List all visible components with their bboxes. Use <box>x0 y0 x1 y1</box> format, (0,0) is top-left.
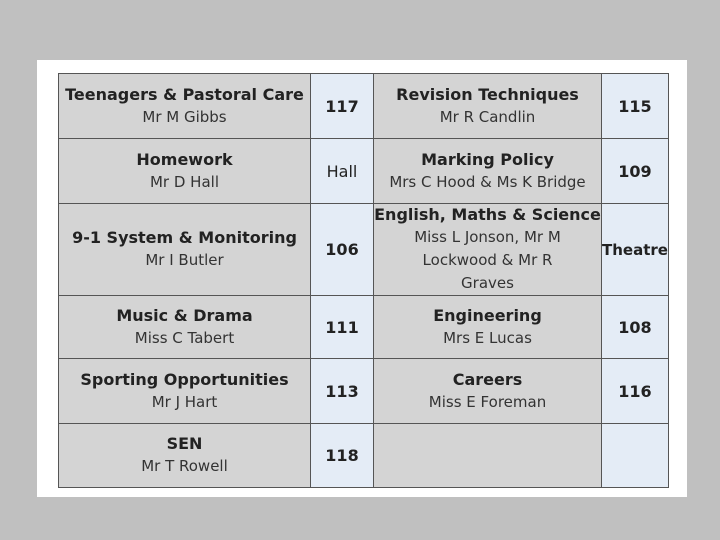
session-title: 9-1 System & Monitoring <box>72 228 297 247</box>
table-row <box>59 74 669 139</box>
session-title: Engineering <box>433 305 542 325</box>
session-cell <box>59 204 311 296</box>
session-presenter: Mr D Hall <box>149 172 219 191</box>
room-number: 108 <box>618 317 652 337</box>
session-cell <box>374 296 602 359</box>
room-number: 113 <box>325 381 359 401</box>
table-row <box>59 296 669 359</box>
session-presenter: Miss C Tabert <box>134 328 235 347</box>
slide <box>37 60 687 497</box>
table-row <box>59 139 669 204</box>
room-number: 117 <box>325 96 359 116</box>
session-title: SEN <box>166 434 203 453</box>
session-cell <box>59 424 311 488</box>
session-presenter: Mr I Butler <box>145 251 224 269</box>
session-presenter: Mr M Gibbs <box>142 107 227 126</box>
room-number: 111 <box>325 317 359 337</box>
session-title: Careers <box>452 369 523 389</box>
session-cell <box>59 296 311 359</box>
session-cell <box>59 139 311 204</box>
session-title: Homework <box>136 149 233 169</box>
sessions-table <box>58 73 669 488</box>
session-cell <box>374 359 602 424</box>
room-cell <box>602 139 669 204</box>
room-cell <box>311 74 374 139</box>
session-presenter: Mrs C Hood & Ms K Bridge <box>389 172 586 191</box>
session-title: Marking Policy <box>421 149 554 169</box>
session-cell <box>374 139 602 204</box>
empty-cell <box>374 424 602 488</box>
session-presenter: Miss E Foreman <box>428 392 547 411</box>
empty-room-cell <box>602 424 669 488</box>
session-presenter: Miss L Jonson, Mr M Lockwood & Mr R Graves <box>414 228 561 292</box>
session-cell <box>374 204 602 296</box>
session-presenter: Mrs E Lucas <box>443 328 532 347</box>
room-number: 106 <box>325 240 359 259</box>
session-presenter: Mr T Rowell <box>141 457 228 475</box>
session-cell <box>374 74 602 139</box>
room-number: Hall <box>326 161 358 181</box>
room-number: 118 <box>325 446 359 465</box>
room-number: 116 <box>618 381 652 401</box>
room-number: 109 <box>618 161 652 181</box>
room-cell <box>311 204 374 296</box>
session-title: Sporting Opportunities <box>80 369 289 389</box>
room-cell <box>311 296 374 359</box>
session-presenter: Mr J Hart <box>151 392 218 411</box>
session-cell <box>59 359 311 424</box>
session-title: English, Maths & Science <box>374 205 601 224</box>
room-cell <box>602 359 669 424</box>
table-row <box>59 204 669 296</box>
room-cell <box>311 359 374 424</box>
session-title: Music & Drama <box>116 305 253 325</box>
session-title: Teenagers & Pastoral Care <box>65 84 304 104</box>
room-number: 115 <box>618 96 652 116</box>
session-cell <box>59 74 311 139</box>
session-presenter: Mr R Candlin <box>439 107 536 126</box>
room-cell <box>602 204 669 296</box>
session-title: Revision Techniques <box>396 84 579 104</box>
room-cell <box>602 296 669 359</box>
room-cell <box>311 139 374 204</box>
table-row <box>59 359 669 424</box>
room-cell <box>602 74 669 139</box>
table-row <box>59 424 669 488</box>
room-number: Theatre <box>602 241 668 259</box>
room-cell <box>311 424 374 488</box>
